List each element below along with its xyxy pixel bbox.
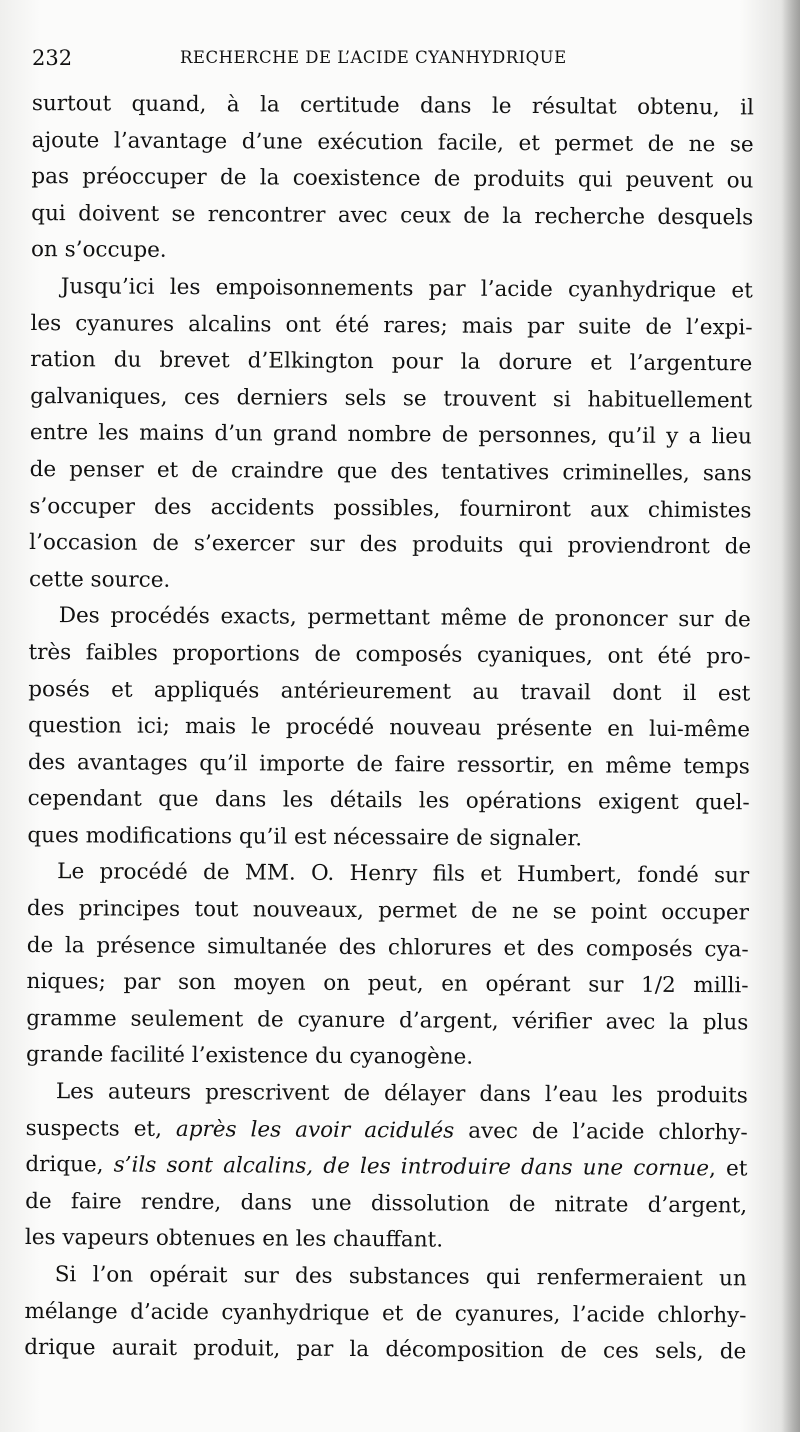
- text-line: posés et appliqués antérieurement au travail dont il est: [28, 676, 751, 706]
- text-line: de penser et de craindre que des tentatives criminelles, sans: [29, 456, 752, 487]
- text-line: ration du brevet d’Elkington pour la dorure et l’argenture: [30, 347, 753, 377]
- text-line: on s’occupe.: [30, 237, 167, 264]
- text-line: surtout quand, à la certitude dans le résultat obtenu, il: [31, 90, 754, 121]
- text-line: pas préoccuper de la coexistence de produits qui peuvent ou: [31, 164, 754, 194]
- text-line: des principes tout nouveaux, permet de ne se point occuper: [26, 896, 750, 926]
- italic-phrase: s’ils sont alcalins, de les introduire dans une cornue: [113, 1152, 710, 1182]
- text-line: drique, s’ils sont alcalins, de les introduire dans une cornue, et: [25, 1152, 748, 1182]
- text-line: très faibles proportions de composés cyaniques, ont été pro-: [28, 639, 751, 670]
- running-title: RECHERCHE DE L’ACIDE CYANHYDRIQUE: [180, 48, 567, 67]
- text-line: suspects et, après les avoir acidulés avec de l’acide chlorhy-: [25, 1115, 748, 1146]
- page-header: [32, 44, 752, 80]
- text-line: Des procédés exacts, permettant même de prononcer sur de: [58, 603, 751, 633]
- text-line: s’occuper des accidents possibles, fourniront aux chimistes: [29, 493, 752, 523]
- page-edge-shadow: [782, 0, 800, 1432]
- text-line: les cyanures alcalins ont été rares; mais par suite de l’expi-: [30, 310, 753, 340]
- text-line: niques; par son moyen on peut, en opérant sur 1/2 milli-: [26, 969, 749, 999]
- text-line: galvaniques, ces derniers sels se trouvent si habituellement: [30, 383, 753, 414]
- page-number: 232: [32, 46, 73, 70]
- text-line: ques modifications qu’il est nécessaire de signaler.: [27, 822, 583, 852]
- text-line: les vapeurs obtenues en les chauffant.: [24, 1225, 444, 1253]
- text-line: question ici; mais le procédé nouveau présente en lui-même: [28, 713, 751, 743]
- text-line: gramme seulement de cyanure d’argent, vérifier avec la plus: [26, 1005, 749, 1036]
- text-line: Le procédé de MM. O. Henry fils et Humbert, fondé sur: [57, 859, 750, 889]
- text-line: drique aurait produit, par la décomposition de ces sels, de: [24, 1335, 747, 1365]
- text-line: l’occasion de s’exercer sur des produits qui proviendront de: [29, 530, 752, 560]
- text-line: grande facilité l’existence du cyanogène.: [26, 1042, 474, 1071]
- italic-phrase: après les avoir acidulés: [175, 1116, 455, 1144]
- text-line: Si l’on opérait sur des substances qui renfermeraient un: [54, 1262, 747, 1292]
- text-line: Jusqu’ici les empoisonnements par l’acide cyanhydrique et: [60, 274, 753, 304]
- text-line: ajoute l’avantage d’une exécution facile, et permet de ne se: [31, 127, 754, 158]
- text-line: mélange d’acide cyanhydrique et de cyanures, l’acide chlorhy-: [24, 1298, 747, 1328]
- text-line: entre les mains d’un grand nombre de personnes, qu’il y a lieu: [29, 420, 752, 450]
- text-line: cette source.: [28, 566, 171, 593]
- text-line: de la présence simultanée des chlorures et des composés cya-: [26, 932, 749, 963]
- text-line: des avantages qu’il importe de faire ressortir, en même temps: [27, 749, 750, 780]
- text-line: qui doivent se rencontrer avec ceux de la recherche desquels: [31, 200, 754, 231]
- text-line: de faire rendre, dans une dissolution de nitrate d’argent,: [25, 1188, 748, 1219]
- text-line: Les auteurs prescrivent de délayer dans l’eau les produits: [55, 1079, 748, 1109]
- body-text: [24, 86, 754, 1371]
- text-line: cependant que dans les détails les opérations exigent quel-: [27, 786, 750, 816]
